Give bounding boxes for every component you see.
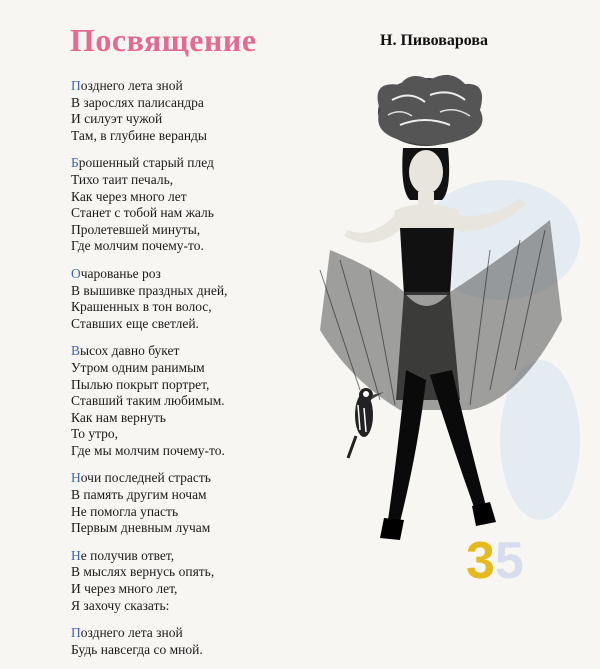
woodpecker-icon (348, 388, 384, 458)
poem-line: Позднего лета зной (71, 78, 183, 93)
poem-line: То утро, (71, 426, 119, 442)
author-name: Н. Пивоварова (380, 32, 489, 49)
poem-line: В вышивке праздных дней, (71, 282, 228, 298)
poem-line: Пылью покрыт портрет, (71, 376, 210, 392)
poem-line: В мыслях вернусь опять, (71, 564, 215, 580)
poem-line: И через много лет, (71, 581, 178, 597)
poem-stanza (71, 78, 331, 144)
page-number: 35 (466, 532, 524, 590)
poem-stanza (71, 266, 331, 332)
poem-stanza (71, 470, 331, 536)
poem-line: Не помогла упасть (71, 503, 179, 519)
poem-stanza (71, 343, 331, 459)
poem-stanza (71, 155, 331, 255)
poem-line: Где молчим почему-то. (71, 238, 204, 254)
poem-line: Как через много лет (71, 188, 187, 204)
poem-line: Очарованье роз (71, 265, 161, 281)
ghost-page-number: 5 (494, 532, 524, 590)
poem-line: Ночи последней страсть (71, 470, 211, 486)
poem-stanza (71, 625, 331, 658)
poem-line: Первым дневным лучам (71, 520, 211, 536)
poem-line: И силуэт чужой (71, 111, 163, 127)
poem-line: Не получив ответ, (71, 547, 175, 563)
poem (71, 78, 331, 669)
dancer-illustration (300, 70, 570, 590)
poem-line: Высох давно букет (71, 343, 180, 359)
poem-line: Брошенный старый плед (71, 155, 214, 171)
poem-line: Позднего лета зной (71, 625, 183, 641)
poem-line: Ставших еще светлей. (71, 315, 199, 331)
poem-line: Ставший таким любимым. (71, 393, 225, 409)
poem-line: Утром одним ранимым (71, 359, 205, 375)
poem-line: Как нам вернуть (71, 409, 166, 425)
headdress (378, 75, 483, 146)
poem-line: Будь навсегда со мной. (71, 641, 203, 657)
poem-line: Крашенных в тон волос, (71, 299, 212, 315)
poem-line: В зарослях палисандра (71, 94, 204, 110)
poem-line: Я захочу сказать: (71, 597, 170, 613)
poem-line: Пролетевшей минуты, (71, 221, 201, 237)
page-title: Посвящение (70, 22, 257, 58)
poem-line: Станет с тобой нам жаль (71, 205, 214, 221)
poem-stanza (71, 548, 331, 614)
poem-line: Тихо таит печаль, (71, 171, 174, 187)
poem-line: В память другим ночам (71, 487, 207, 503)
poem-line: Там, в глубине веранды (71, 127, 207, 143)
poem-line: Где мы молчим почему-то. (71, 442, 225, 458)
